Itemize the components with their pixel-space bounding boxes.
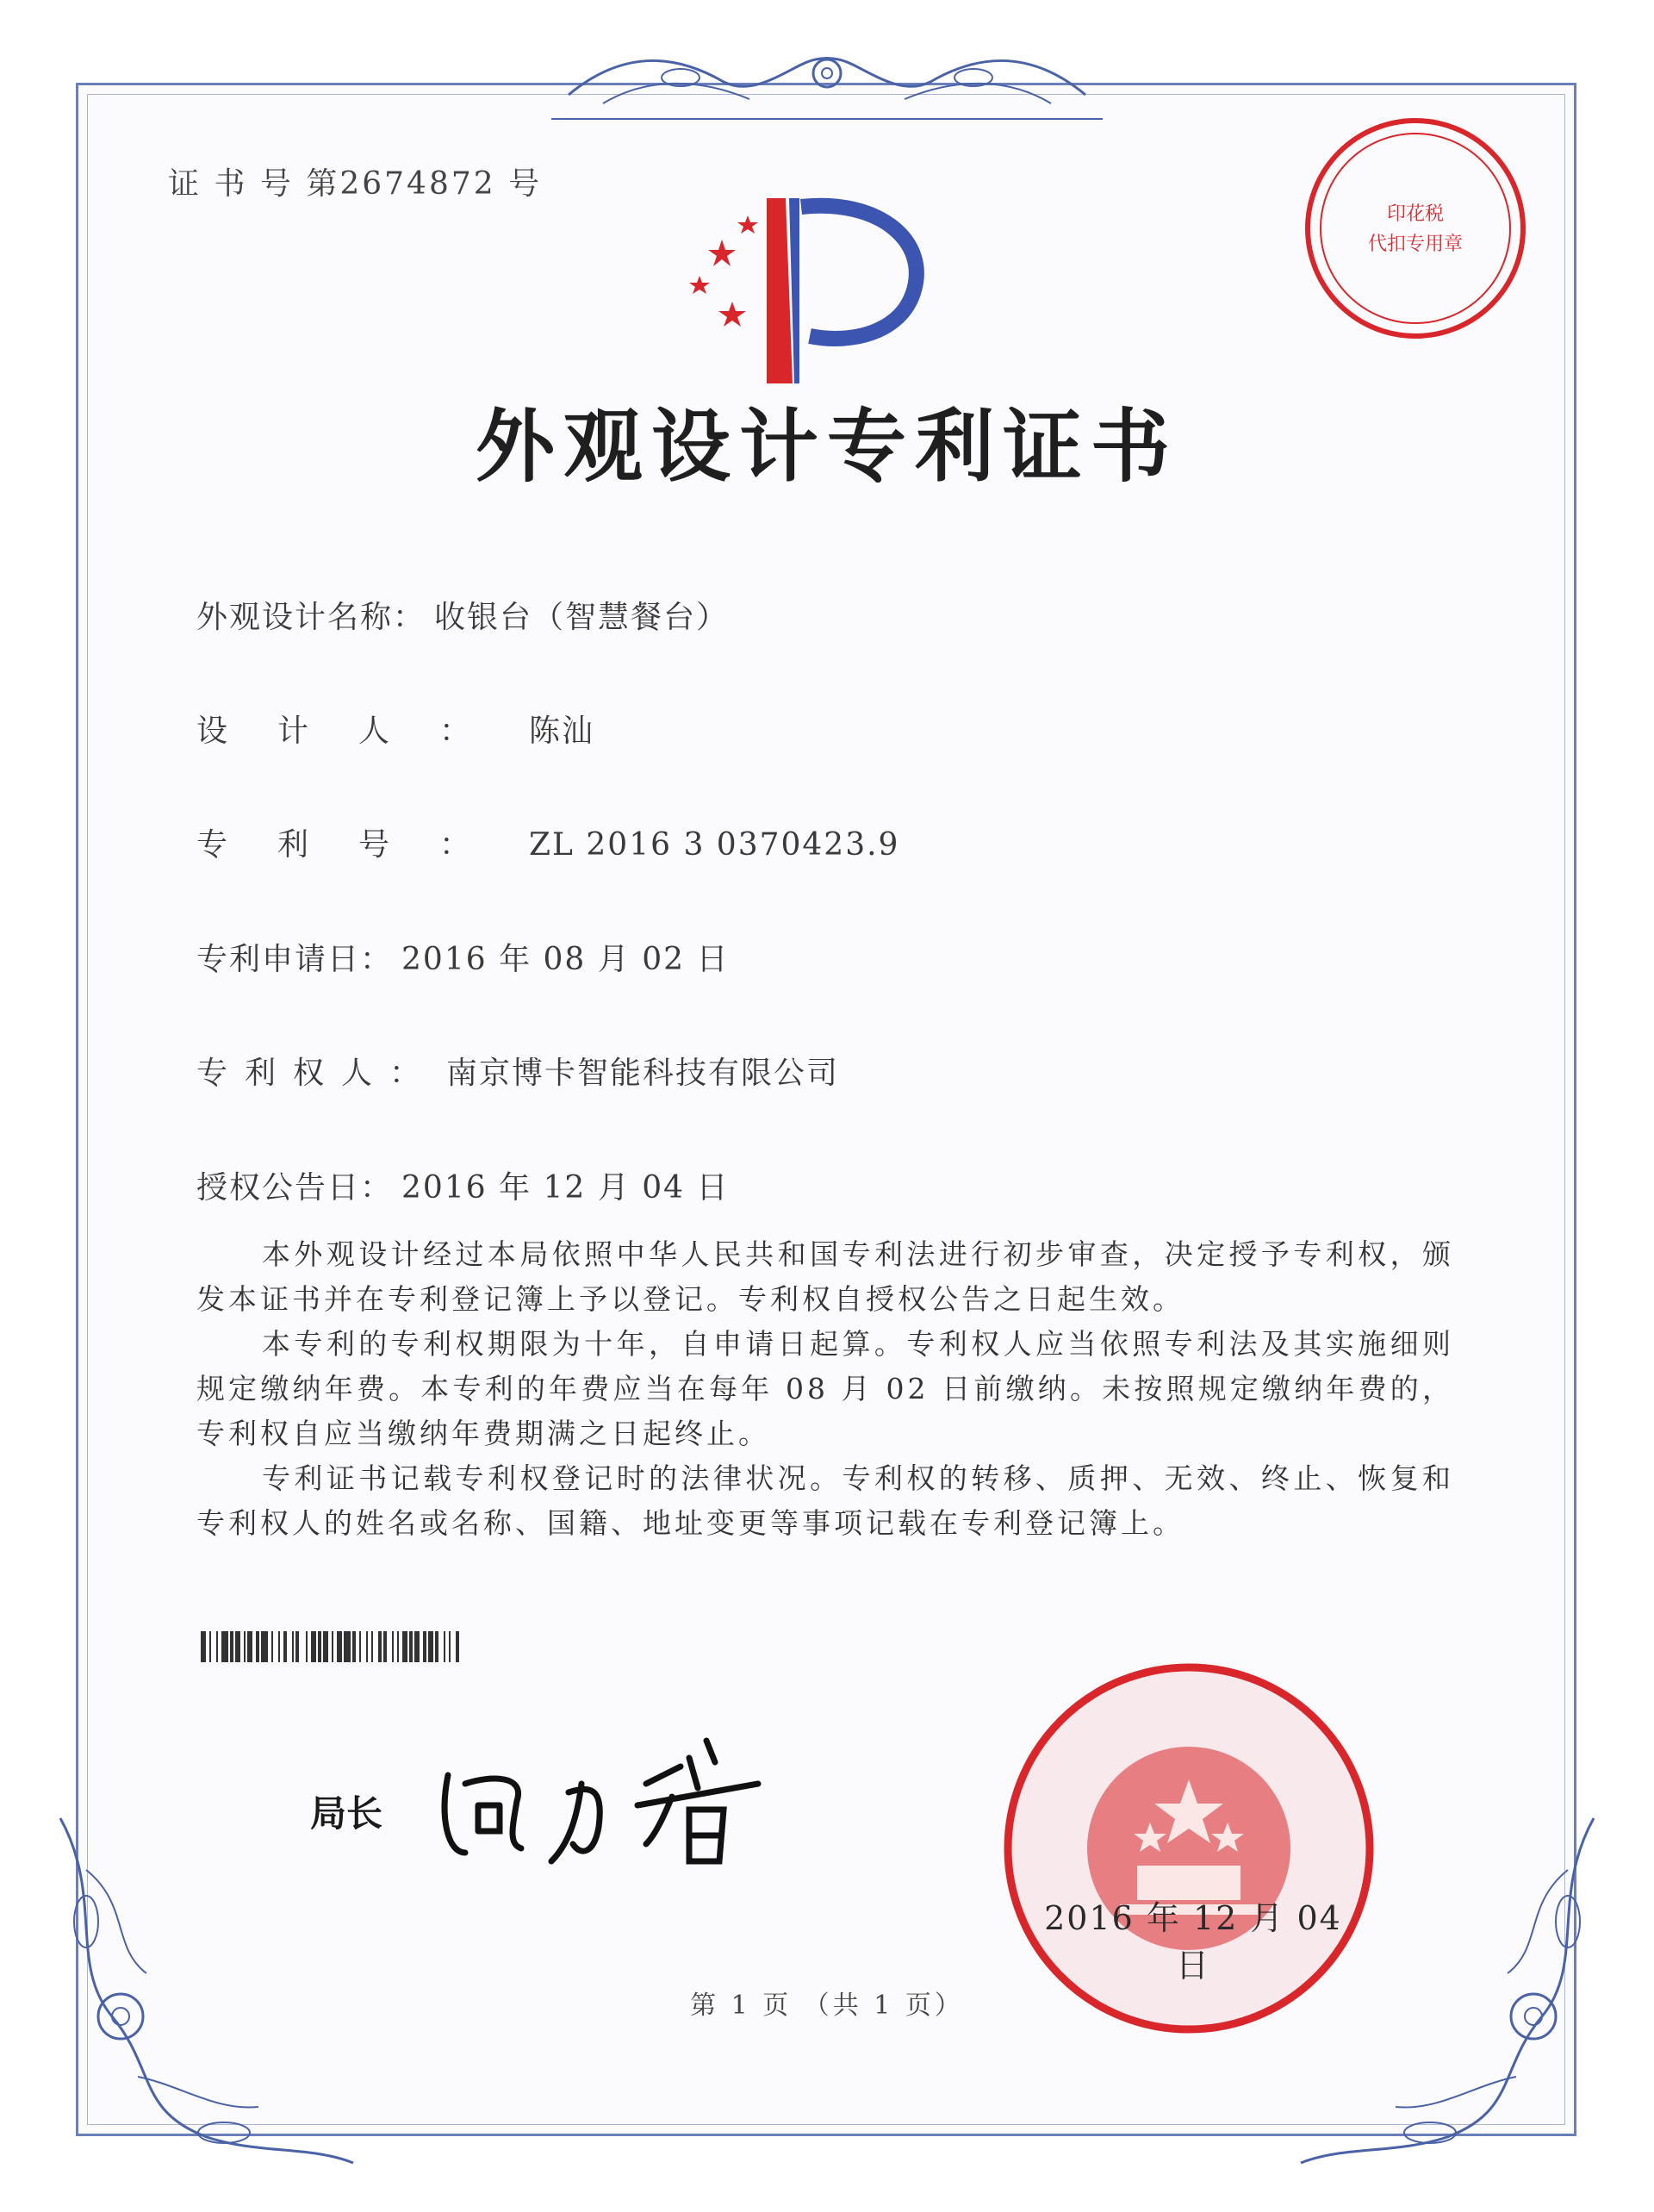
barcode [201, 1631, 636, 1662]
field-value: 2016 年 12 月 04 日 [401, 1170, 730, 1206]
field-label: 设计人： [196, 713, 521, 749]
certificate-number: 证 书 号 第2674872 号 [168, 166, 543, 202]
barcode-bar [261, 1631, 268, 1662]
seal-date: 2016 年 12 月 04 日 [1044, 1899, 1342, 1985]
field-patent-number [196, 820, 899, 864]
field-value: 陈汕 [529, 713, 595, 749]
barcode-bar [299, 1631, 306, 1662]
patent-office-logo [681, 190, 956, 388]
field-designer [196, 707, 594, 751]
agency-seal [1299, 112, 1532, 345]
body-paragraph: 专利证书记载专利权登记时的法律状况。专利权的转移、质押、无效、终止、恢复和专利权人的姓名或名称、国籍、地址变更等事项记载在专利登记簿上。 [196, 1461, 1454, 1540]
certificate-body [196, 1232, 1454, 1546]
field-label: 专利权人： [196, 1056, 438, 1091]
barcode-bar [221, 1631, 228, 1662]
field-label: 外观设计名称： [196, 600, 426, 635]
body-paragraph: 本外观设计经过本局依照中华人民共和国专利法进行初步审查，决定授予专利权，颁发本证书并在专利登记簿上予以登记。专利权自授权公告之日起生效。 [196, 1237, 1454, 1316]
body-paragraph: 本专利的专利权期限为十年，自申请日起算。专利权人应当依照专利法及其实施细则规定缴纳年费。本专利的年费应当在每年 08 月 02 日前缴纳。未按照规定缴纳年费的，专利权自应当缴纳年费期满之日起终止。 [196, 1327, 1454, 1450]
director-signature [431, 1723, 810, 1879]
field-label: 专利号： [196, 827, 521, 863]
field-value: ZL 2016 3 0370423.9 [529, 827, 900, 863]
svg-text:代扣专用章: 代扣专用章 [1367, 234, 1464, 255]
field-value: 2016 年 08 月 02 日 [401, 942, 730, 977]
svg-text:印花税: 印花税 [1386, 203, 1445, 225]
bottom-left-ornament [34, 1792, 362, 2171]
field-value: 收银台（智慧餐台） [434, 600, 730, 635]
field-value: 南京博卡智能科技有限公司 [446, 1056, 840, 1091]
field-grant-date [196, 1163, 729, 1207]
barcode-bar [344, 1631, 351, 1662]
field-label: 授权公告日： [196, 1170, 394, 1206]
barcode-bar [459, 1631, 461, 1662]
field-design-name [196, 593, 729, 637]
field-label: 专利申请日： [196, 942, 394, 977]
field-patentee [196, 1049, 839, 1093]
certificate-title: 外观设计专利证书 [475, 401, 1178, 493]
field-application-date [196, 935, 729, 979]
top-ornament [551, 43, 1103, 121]
director-label: 局长 [310, 1792, 383, 1835]
page-number: 第 1 页 （共 1 页） [690, 1991, 964, 2021]
